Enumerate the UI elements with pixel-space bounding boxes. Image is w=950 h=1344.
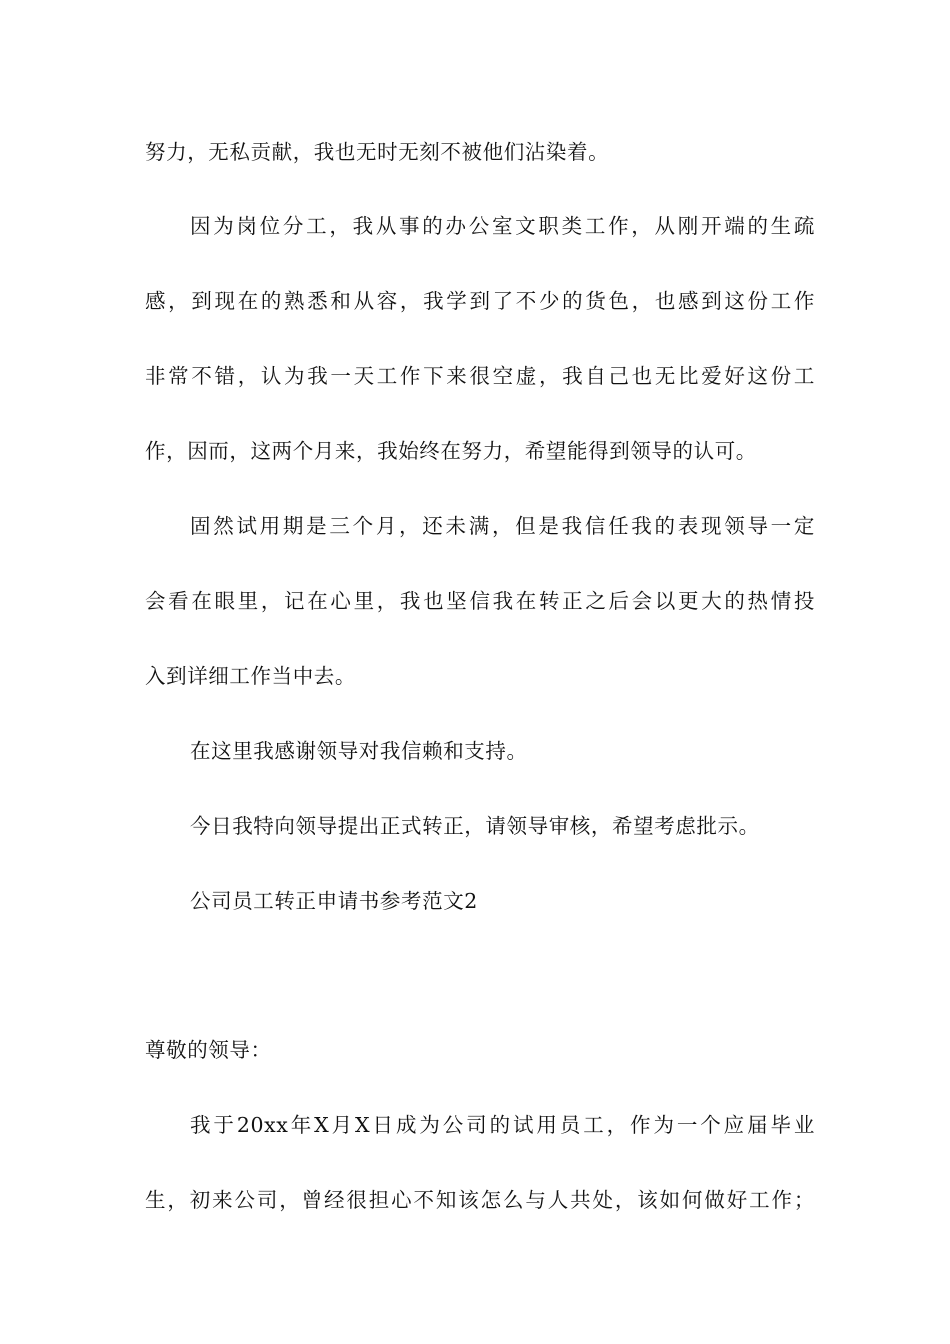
text-line: 今日我特向领导提出正式转正，请领导审核，希望考虑批示。 [190, 814, 760, 838]
text-line: 固然试用期是三个月，还未满，但是我信任我的表现领导一定 [190, 514, 815, 538]
text-line: 会看在眼里，记在心里，我也坚信我在转正之后会以更大的热情投 [145, 589, 815, 613]
text-line: 非常不错，认为我一天工作下来很空虚，我自己也无比爱好这份工 [145, 364, 815, 388]
text-line: 努力，无私贡献，我也无时无刻不被他们沾染着。 [145, 140, 610, 164]
text-line: 作，因而，这两个月来，我始终在努力，希望能得到领导的认可。 [145, 439, 757, 463]
text-line: 入到详细工作当中去。 [145, 664, 356, 688]
text-line: 感，到现在的熟悉和从容，我学到了不少的货色，也感到这份工作 [145, 289, 815, 313]
salutation: 尊敬的领导： [145, 1038, 272, 1062]
text-line: 在这里我感谢领导对我信赖和支持。 [190, 739, 528, 763]
text-line: 因为岗位分工，我从事的办公室文职类工作，从刚开端的生疏 [190, 214, 815, 238]
text-line: 生，初来公司，曾经很担心不知该怎么与人共处，该如何做好工作； [145, 1188, 815, 1212]
section-title: 公司员工转正申请书参考范文2 [190, 889, 478, 913]
text-line: 我于20xx年X月X日成为公司的试用员工，作为一个应届毕业 [190, 1113, 815, 1137]
